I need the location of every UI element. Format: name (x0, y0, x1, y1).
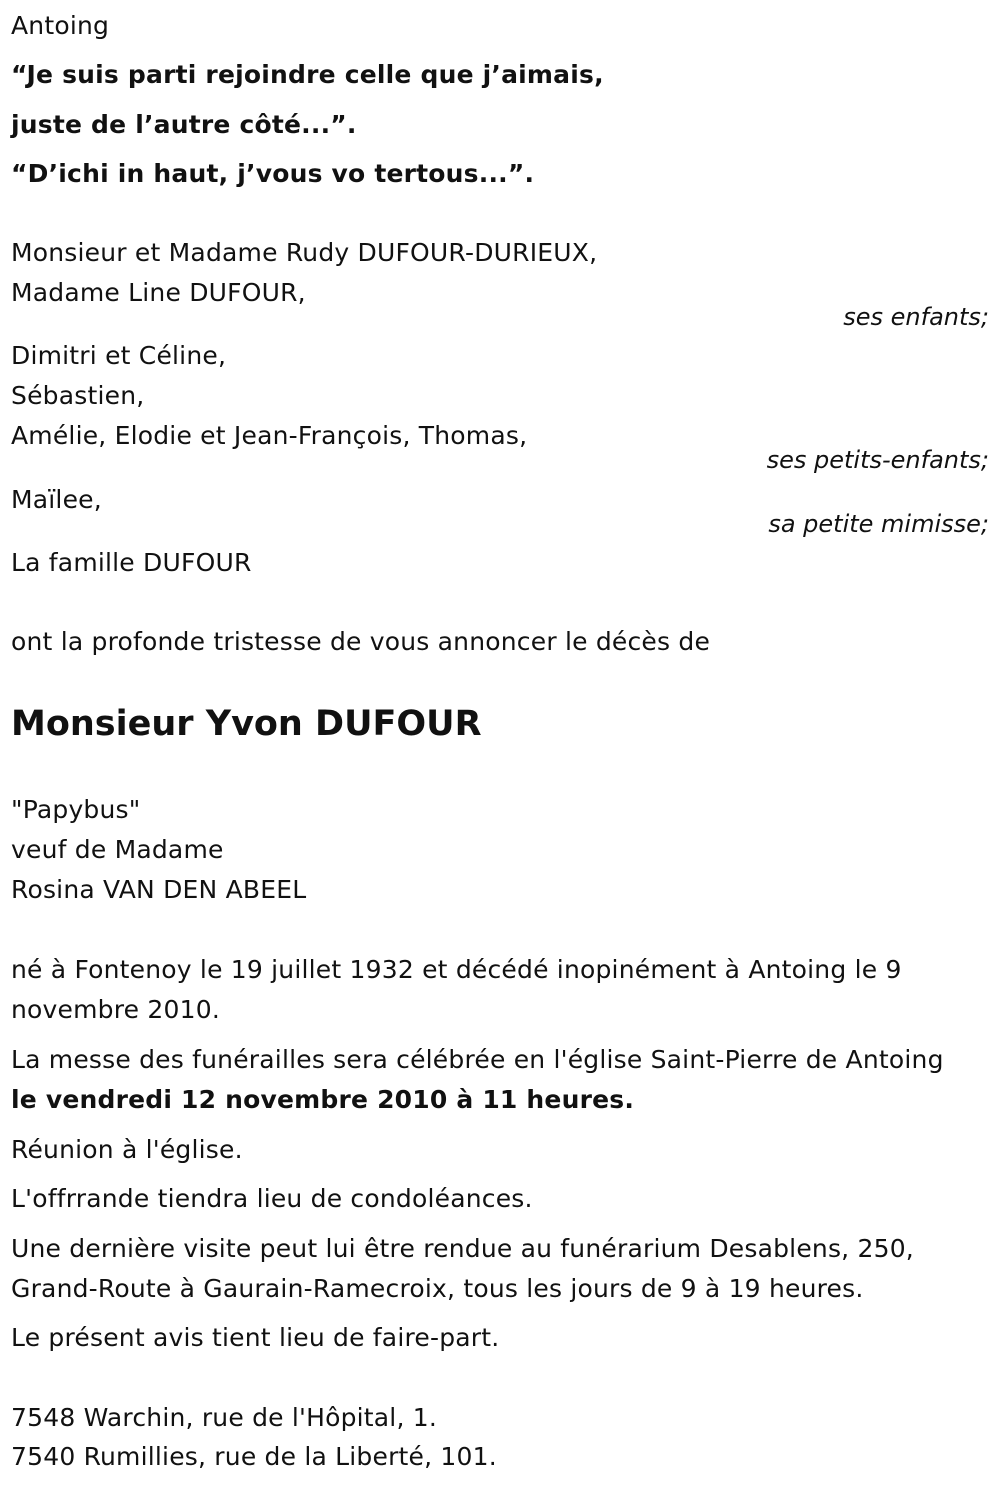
family-name: La famille DUFOUR (11, 548, 252, 577)
address-line-2: 7540 Rumillies, rue de la Liberté, 101. (11, 1442, 497, 1471)
funeral-mass-line-1: La messe des funérailles sera célébrée en l'église Saint-Pierre de Antoing (11, 1045, 944, 1074)
birth-death-line-1: né à Fontenoy le 19 juillet 1932 et décédé inopinément à Antoing le 9 (11, 955, 902, 984)
meeting-line: Réunion à l'église. (11, 1135, 243, 1164)
children-role: ses enfants; (843, 303, 989, 331)
visit-line-2: Grand-Route à Gaurain-Ramecroix, tous les jours de 9 à 19 heures. (11, 1274, 864, 1303)
announcement-intro: ont la profonde tristesse de vous annoncer le décès de (11, 627, 711, 656)
deceased-name: Monsieur Yvon DUFOUR (11, 704, 482, 744)
widower-line-1: veuf de Madame (11, 835, 224, 864)
place-name: Antoing (11, 11, 110, 40)
widower-line-2: Rosina VAN DEN ABEEL (11, 875, 307, 904)
nickname: "Papybus" (11, 795, 141, 824)
great-grandchild-role: sa petite mimisse; (768, 510, 989, 538)
quote-line-3: “D’ichi in haut, j’vous vo tertous...”. (11, 159, 535, 188)
children-line-1: Monsieur et Madame Rudy DUFOUR-DURIEUX, (11, 238, 598, 267)
grandchildren-line-1: Dimitri et Céline, (11, 341, 227, 370)
visit-line-1: Une dernière visite peut lui être rendue au funérarium Desablens, 250, (11, 1234, 914, 1263)
funeral-mass-line-2: le vendredi 12 novembre 2010 à 11 heures. (11, 1085, 635, 1114)
grandchildren-line-2: Sébastien, (11, 381, 145, 410)
notice-line: Le présent avis tient lieu de faire-part. (11, 1323, 500, 1352)
great-grandchild-line: Maïlee, (11, 485, 102, 514)
grandchildren-line-3: Amélie, Elodie et Jean-François, Thomas, (11, 421, 528, 450)
quote-line-1: “Je suis parti rejoindre celle que j’aimais, (11, 60, 604, 89)
offering-line: L'offrrande tiendra lieu de condoléances. (11, 1184, 533, 1213)
grandchildren-role: ses petits-enfants; (766, 446, 989, 474)
quote-line-2: juste de l’autre côté...”. (11, 110, 357, 139)
address-line-1: 7548 Warchin, rue de l'Hôpital, 1. (11, 1403, 438, 1432)
children-line-2: Madame Line DUFOUR, (11, 278, 306, 307)
birth-death-line-2: novembre 2010. (11, 995, 220, 1024)
